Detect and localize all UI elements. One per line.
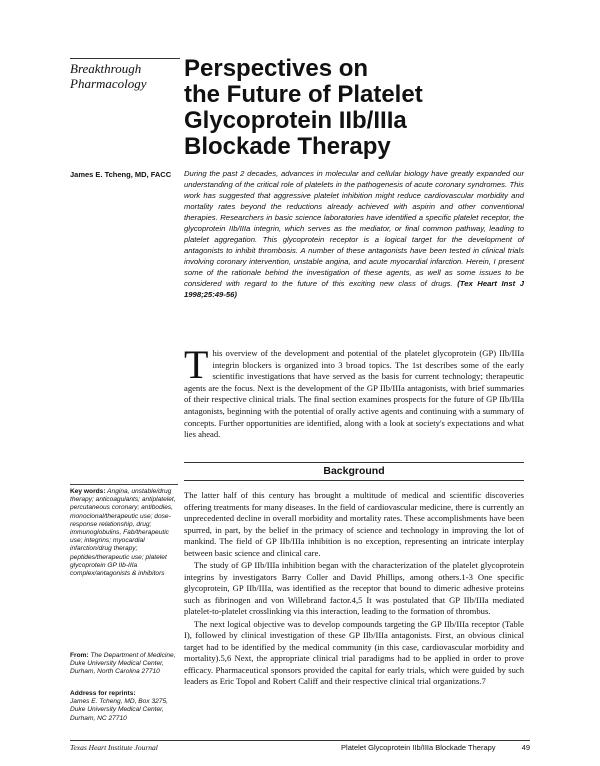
title-line: Perspectives on	[184, 55, 369, 82]
reprints-label: Address for reprints:	[70, 690, 136, 697]
affiliation-block	[70, 652, 178, 677]
abstract	[184, 168, 524, 300]
abstract-text: During the past 2 decades, advances in molecular and cellular biology have greatly expanded our understanding of the critical role of platelets in the pathogenesis of acute coronary syndromes. This work has suggested that aggressive platelet inhibition might reduce cardiovascular morbidity and mortality rates beyond the reductions already achieved with aspirin and other conventional therapies. Researchers in basic science laboratories have identified a specific platelet receptor, the glycoprotein IIb/IIIa integrin, which serves as the mediator, or final common pathway, leading to platelet aggregation. This glycoprotein receptor is a logical target for the development of antagonists to inhibit thrombosis. A number of these antagonists have been tested in clinical trials involving coronary intervention, unstable angina, and acute myocardial infarction. Herein, I present some of the rationale behind the investigation of these agents, as well as some issues to be considered with regard to the future of this exciting new class of drugs.	[184, 169, 524, 288]
title-line: Glycoprotein IIb/IIIa	[184, 107, 407, 134]
journal-name: Texas Heart Institute Journal	[70, 743, 158, 752]
section-heading-background: Background	[184, 462, 524, 481]
keywords-label: Key words:	[70, 488, 106, 495]
author-name: James E. Tcheng, MD, FACC	[70, 170, 172, 179]
keywords-text: Angina, unstable/drug therapy; anticoagulants; antiplatelet, percutaneous coronary; antibodies, monoclonal/therapeutic use; dose-response relationship, drug; immunoglobulins, Fab/therapeutic use; integrins; myocardial infarction/drug therapy; peptides/therapeutic use; platelet glycoprotein GP IIb-IIIa complex/antagonists & inhibitors	[70, 488, 176, 578]
reprints-text: James E. Tcheng, MD, Box 3275, Duke University Medical Center, Durham, NC 27710	[70, 698, 168, 722]
article-title	[184, 56, 484, 160]
drop-cap: T	[184, 342, 209, 387]
reprints-block	[70, 690, 178, 723]
running-title: Platelet Glycoprotein IIb/IIIa Blockade Therapy	[341, 743, 496, 752]
page-footer	[70, 740, 530, 752]
section-label-line1: Breakthrough	[70, 61, 142, 76]
body-paragraph: The next logical objective was to develop compounds targeting the GP IIb/IIIa receptor (Table I), followed by clinical investigation of these GP IIb/IIIa antagonists. First, an obvious clinical target had to be identified by the medical community (in this case, cardiovascular morbidity and mortality).5,6 Next, the appropriate clinical trial paradigms had to be applied in order to prove efficacy. Pharmaceutical sponsors provided the capital for early trials, which were guided by such leaders as Eric Topol and Robert Califf and their respective clinical trial organizations.7	[184, 618, 524, 686]
background-body	[184, 490, 524, 689]
title-line: Blockade Therapy	[184, 133, 391, 160]
keywords-block	[70, 484, 178, 578]
intro-text: his overview of the development and potential of the platelet glycoprotein (GP) IIb/IIIa integrin blockers is organized into 3 broad topics. The 1st describes some of the early scientific investigations that have served as the basis for current technology; therapeutic agents are the focus. Next is the development of the GP IIb/IIIa antagonists, with brief summaries of their respective clinical trials. The final section examines prospects for the future of GP IIb/IIIa antagonists, beginning with the potential of orally active agents and continuing with a summary of concepts. Further opportunities are identified, along with a look at society's expectations and what lies ahead.	[184, 348, 524, 440]
affiliation-label: From:	[70, 652, 89, 659]
footer-right	[341, 743, 530, 752]
intro-paragraph	[184, 342, 524, 441]
section-label	[70, 58, 180, 91]
page-number: 49	[521, 743, 530, 752]
body-paragraph: The latter half of this century has brought a multitude of medical and scientific discoveries offering treatments for many diseases. In the field of cardiovascular medicine, there is currently an unprecedented decline in overall morbidity and mortality rates. These accomplishments have been spurred, in part, by the belief in the primacy of science and technology in improving the lot of mankind. The field of GP IIb/IIIa inhibition is no exception, representing an intricate interplay between basic science and clinical care.	[184, 490, 524, 558]
affiliation-text: The Department of Medicine, Duke University Medical Center, Durham, North Carolina 27710	[70, 652, 176, 676]
abstract-citation: (Tex Heart Inst J 1998;25:49-56)	[184, 279, 524, 299]
body-paragraph: The study of GP IIb/IIIa inhibition began with the characterization of the platelet glycoprotein integrins by investigators Barry Coller and David Phillips, among others.1-3 One specific glycoprotein, GP IIb/IIIa, was identified as the receptor that bound to dimeric adhesive proteins such as fibrinogen and von Willebrand factor.4,5 It was postulated that GP IIb/IIIa mediated platelet-to-platelet crosslinking via this interaction, leading to the formation of thrombus.	[184, 560, 524, 616]
title-line: the Future of Platelet	[184, 81, 423, 108]
section-label-line2: Pharmacology	[70, 76, 147, 91]
